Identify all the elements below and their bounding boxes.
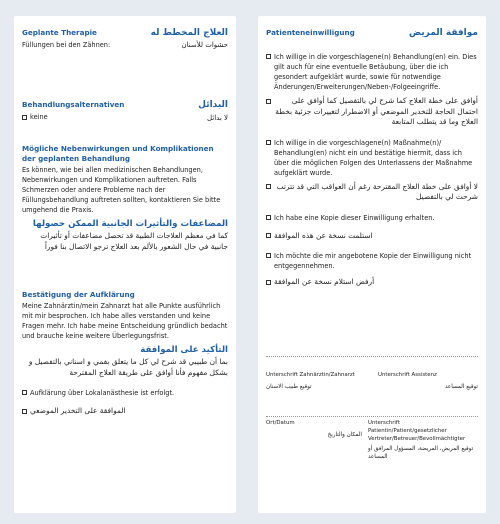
planned-therapy-section (22, 28, 228, 49)
checkbox-icon (266, 99, 271, 104)
confirmation-text-de: Meine Zahnärztin/mein Zahnarzt hat alle Punkte ausführlich mit mir besprochen. Ich habe alles verstanden und keine Fragen mehr. Ich habe meine Entscheidung gründlich bedacht und brauche keine weitere Überlegungsfrist. (22, 302, 228, 340)
consent-accept-checkbox[interactable] (266, 52, 478, 92)
side-effects-title-ar: المضاعفات والتأثيرات الجانبية الممكن حصولها (32, 219, 228, 229)
alternatives-title-de: Behandlungsalternativen (22, 100, 125, 109)
copy-refused-label-ar: أرفض استلام نسخة عن الموافقة (274, 277, 375, 286)
checkbox-icon (22, 390, 27, 395)
confirmation-section (22, 290, 228, 417)
copy-refused-checkbox-ar[interactable] (266, 277, 478, 288)
anesthesia-checkbox[interactable] (22, 388, 228, 398)
checkbox-icon (266, 184, 271, 189)
planned-therapy-title-de: Geplante Therapie (22, 28, 97, 37)
consent-refuse-checkbox-ar[interactable] (266, 182, 478, 203)
place-date-field[interactable] (266, 419, 362, 461)
consent-accept-label-de: Ich willige in die vorgeschlagene(n) Behandlung(en) ein. Dies gilt auch für eine eventuelle Betäubung, über die ich gesondert aufgeklärt wurde, sowie für notwendige Änderungen/Erweiterungen/Neben-/Folgeeingriffe. (274, 53, 477, 91)
consent-refuse-checkbox[interactable] (266, 138, 478, 178)
copy-received-label-de: Ich habe eine Kopie dieser Einwilligung erhalten. (274, 213, 435, 222)
assistant-signature-field[interactable] (378, 371, 478, 391)
consent-accept-checkbox-ar[interactable] (266, 96, 478, 128)
anesthesia-checkbox-ar[interactable] (22, 406, 228, 417)
consent-title-ar: موافقة المريض (408, 28, 478, 38)
patient-signature-label-de: Unterschrift Patientin/Patient/gesetzlicher Vertreter/Betreuer/Bevollmächtigter (368, 420, 466, 442)
checkbox-icon (266, 140, 271, 145)
signature-line (266, 356, 478, 357)
side-effects-section (22, 144, 228, 252)
checkbox-icon (266, 215, 271, 220)
checkbox-icon (22, 115, 27, 120)
consent-header (266, 28, 478, 38)
copy-received-checkbox[interactable] (266, 213, 478, 223)
copy-received-label-ar: استلمت نسخة عن هذه الموافقة (274, 230, 373, 240)
side-effects-title-de: Mögliche Nebenwirkungen und Komplikationen der geplanten Behandlung (22, 144, 214, 163)
consent-title-de: Patienteneinwilligung (266, 28, 355, 37)
left-column (14, 16, 236, 513)
consent-refuse-label-ar: لا أوافق على خطة العلاج المقترحة رغم أن العواقب التي قد تترتب شرحت لي بالتفصيل (276, 181, 478, 201)
confirmation-title-ar: التأكيد على الموافقة (140, 345, 228, 355)
signature-row-2 (266, 416, 478, 461)
right-column (258, 16, 486, 513)
side-effects-text-de: Es können, wie bei allen medizinischen Behandlungen, Nebenwirkungen und Komplikationen auftreten. Falls Schmerzen oder andere Probleme nach der Füllungsbehandlung auftreten sollten, kontaktieren Sie bitte umgehend die Praxis. (22, 166, 221, 214)
no-alternatives-checkbox[interactable] (22, 113, 48, 121)
anesthesia-label-ar: الموافقة على التخدير الموضعي (30, 406, 126, 415)
alternatives-section (22, 100, 228, 122)
alternatives-title-ar: البدائل (198, 100, 228, 110)
copy-refused-label-de: Ich möchte die mir angebotene Kopie der Einwilligung nicht entgegennehmen. (274, 252, 472, 270)
planned-therapy-text-de: Füllungen bei den Zähnen: (22, 41, 111, 49)
planned-therapy-text-ar: حشوات للأسنان (181, 41, 228, 49)
side-effects-text-ar: كما في معظم العلاجات الطبية قد تحصل مضاعفات أو تأثيرات جانبية في حال الشعور بالألم بعد العلاج نرجو الاتصال بنا فوراً (40, 231, 228, 251)
consent-refuse-label-de: Ich willige in die vorgeschlagene(n) Maßnahme(n)/ Behandlung(en) nicht ein und bestätige hiermit, dass ich über die möglichen Folgen des Unterlassens der Maßnahme aufgeklärt wurde. (274, 138, 473, 177)
consent-options (266, 52, 478, 288)
checkbox-icon (266, 253, 271, 258)
patient-signature-field[interactable] (368, 419, 478, 461)
no-alternatives-label-de: keine (30, 113, 48, 121)
assistant-signature-label-de: Unterschrift Assistenz (378, 372, 437, 378)
dentist-signature-field[interactable] (266, 371, 366, 391)
checkbox-icon (266, 280, 271, 285)
consent-accept-label-ar: أوافق على خطة العلاج كما شرح لي بالتفصيل كما أوافق على احتمال الحاجة للتخدير الموضعي أو الاضطرار لتغييرات جزئية بخطة العلاج وما قد يتطلب المتابعة (275, 96, 478, 126)
assistant-signature-label-ar: توقيع المساعد (444, 384, 478, 390)
dentist-signature-label-ar: توقيع طبيب الاسنان (266, 384, 312, 390)
checkbox-icon (266, 54, 271, 59)
patient-signature-label-ar: توقيع المريض، المريضة، المسؤول المرافق أو المساعد (368, 446, 474, 460)
confirmation-title-de: Bestätigung der Aufklärung (22, 290, 135, 299)
copy-refused-checkbox[interactable] (266, 251, 478, 271)
checkbox-icon (22, 409, 27, 414)
dentist-signature-label-de: Unterschrift Zahnärztin/Zahnarzt (266, 372, 355, 378)
confirmation-text-ar: بما أن طبيبي قد شرح لي كل ما يتعلق بفمي و اسناني بالتفصيل و بشكل مفهوم فأنا أوافق على طريقة العلاج المقترحة (28, 357, 228, 377)
no-alternatives-label-ar: لا بدائل (206, 114, 228, 122)
planned-therapy-title-ar: العلاج المخطط له (150, 28, 228, 38)
copy-received-checkbox-ar[interactable] (266, 231, 478, 242)
signature-line (266, 416, 478, 417)
place-date-label-de: Ort/Datum (266, 420, 295, 426)
anesthesia-label-de: Aufklärung über Lokalanästhesie ist erfolgt. (30, 389, 175, 397)
checkbox-icon (266, 233, 271, 238)
signature-row-1 (266, 356, 478, 391)
place-date-label-ar: المكان والتاريخ (327, 432, 362, 438)
